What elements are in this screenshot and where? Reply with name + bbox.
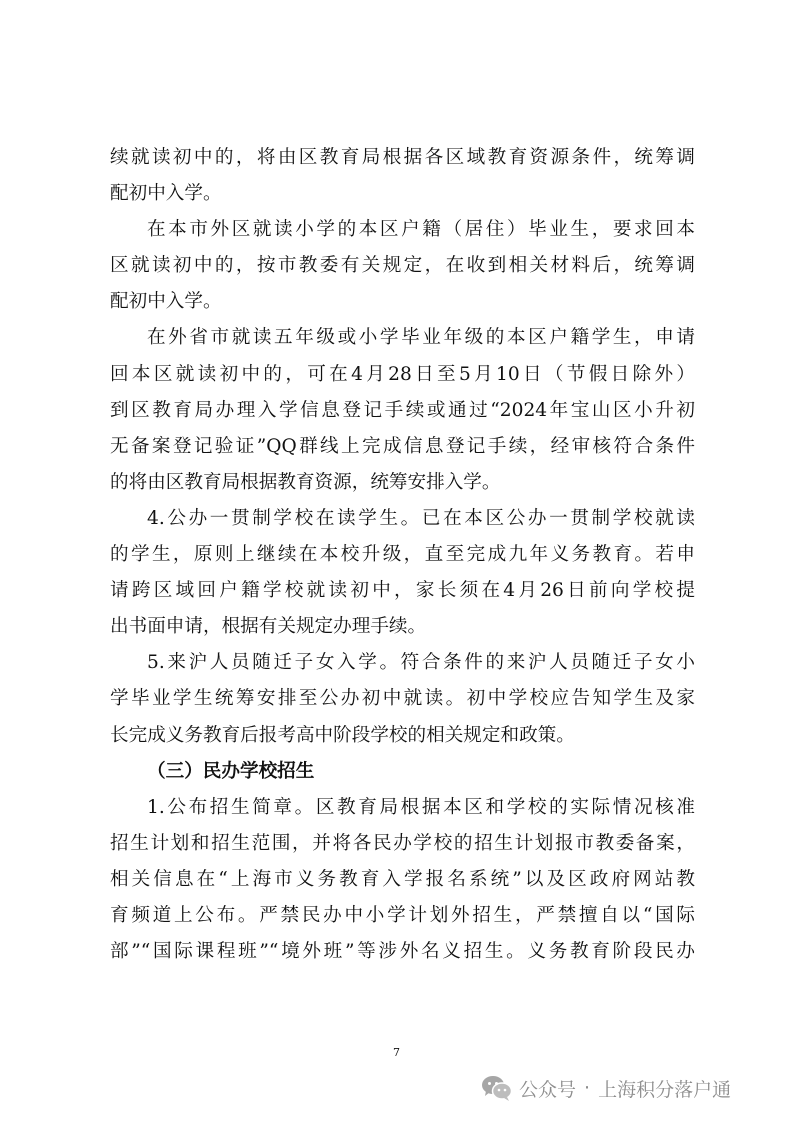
- text-line: 到区教育局办理入学信息登记手续或通过“2024年宝山区小升初: [110, 399, 695, 421]
- text-line: 的将由区教育局根据教育资源，统筹安排入学。: [110, 471, 501, 493]
- text-line: 部”“国际课程班”“境外班”等涉外名义招生。义务教育阶段民办: [110, 941, 695, 963]
- section-heading: （三）民办学校招生: [147, 760, 315, 782]
- text-line: 在外省市就读五年级或小学毕业年级的本区户籍学生，申请: [147, 327, 695, 349]
- text-line: 1.公布招生简章。区教育局根据本区和学校的实际情况核准: [147, 796, 695, 818]
- text-line: 4.公办一贯制学校在读学生。已在本区公办一贯制学校就读: [147, 507, 695, 529]
- text-line: 长完成义务教育后报考高中阶段学校的相关规定和政策。: [110, 724, 575, 746]
- text-line: 续就读初中的，将由区教育局根据各区域教育资源条件，统筹调: [110, 147, 695, 168]
- page-number: 7: [393, 1046, 400, 1059]
- watermark: [481, 1071, 731, 1105]
- text-line: 学毕业学生统筹安排至公办初中就读。初中学校应告知学生及家: [110, 688, 695, 710]
- body-text: [110, 140, 695, 970]
- text-line: 无备案登记验证”QQ群线上完成信息登记手续，经审核符合条件: [110, 435, 695, 457]
- text-line: 在本市外区就读小学的本区户籍（居住）毕业生，要求回本: [147, 219, 695, 241]
- text-line: 相关信息在“上海市义务教育入学报名系统”以及区政府网站教: [110, 868, 695, 890]
- text-line: 请跨区域回户籍学校就读初中，家长须在4月26日前向学校提: [110, 580, 695, 602]
- watermark-account-name: 上海积分落户通: [598, 1078, 732, 1101]
- text-line: 配初中入学。: [110, 183, 222, 205]
- text-line: 的学生，原则上继续在本校升级，直至完成九年义务教育。若申: [110, 544, 695, 566]
- text-line: 育频道上公布。严禁民办中小学计划外招生，严禁擅自以“国际: [110, 904, 695, 926]
- text-line: 5.来沪人员随迁子女入学。符合条件的来沪人员随迁子女小: [147, 652, 695, 674]
- text-line: 出书面申请，根据有关规定办理手续。: [110, 616, 427, 638]
- text-line: 区就读初中的，按市教委有关规定，在收到相关材料后，统筹调: [110, 255, 695, 277]
- text-line: 配初中入学。: [110, 291, 222, 313]
- text-line: 回本区就读初中的，可在4月28日至5月10日（节假日除外）: [110, 363, 695, 385]
- text-line: 招生计划和招生范围，并将各民办学校的招生计划报市教委备案，: [110, 832, 695, 854]
- watermark-separator: ·: [584, 1077, 591, 1099]
- watermark-label: 公众号: [519, 1078, 577, 1101]
- wechat-icon: [481, 1074, 513, 1102]
